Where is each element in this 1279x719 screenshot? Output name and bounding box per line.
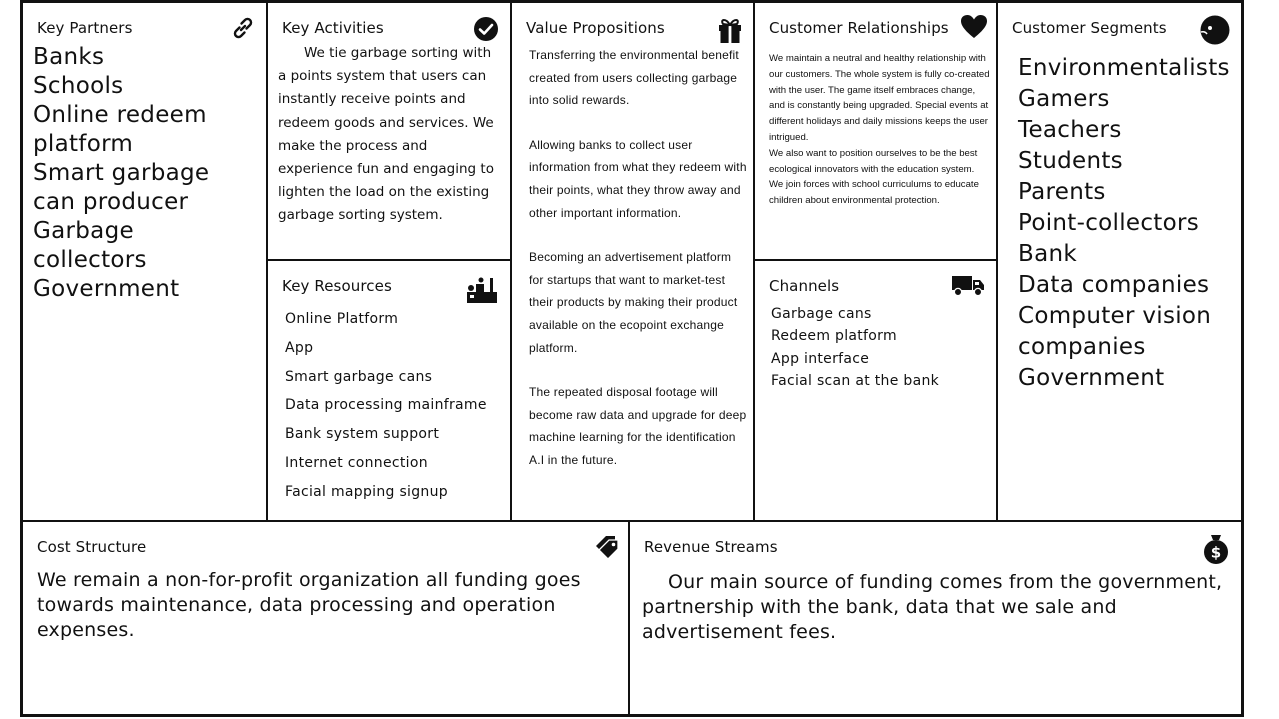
value-proposition-paragraph: Becoming an advertisement platform for startups that want to market-test their products by making their product available on the ecopoint exchange platform.: [529, 250, 738, 355]
customer-relationships-title: Customer Relationships: [769, 19, 949, 37]
list-item: Government: [33, 276, 180, 302]
cost-structure-section: [23, 520, 630, 717]
key-partners-title: Key Partners: [37, 19, 133, 37]
customer-relationships-paragraph: We maintain a neutral and healthy relationship with our customers. The whole system is fully co-created with the user. The game itself embraces change, and is constantly being upgraded. Special events at different holidays and daily missions keeps the user intrigued.: [769, 53, 990, 143]
list-item: Government: [1018, 365, 1165, 391]
customer-segments-section: [998, 3, 1241, 520]
cost-structure-title: Cost Structure: [37, 538, 147, 556]
list-item: App interface: [771, 350, 870, 367]
channels-section: [755, 261, 998, 520]
list-item: Smart garbage cans: [285, 368, 433, 385]
value-propositions-text: [529, 44, 747, 494]
value-proposition-paragraph: The repeated disposal footage will become raw data and upgrade for deep machine learning for the identification A.I in the future.: [529, 385, 747, 467]
value-proposition-paragraph: Transferring the environmental benefit created from users collecting garbage into solid rewards.: [529, 48, 739, 108]
value-proposition-paragraph: Allowing banks to collect user information from what they redeem with their points, what they throw away and other important information.: [529, 137, 747, 220]
customer-relationships-text: [769, 51, 991, 209]
value-propositions-section: [512, 3, 755, 520]
customer-relationships-paragraph: We also want to position ourselves to be the best ecological innovators with the education system. We join forces with school curriculums to educate children about environmental protection.: [769, 147, 979, 207]
factory-icon: [466, 275, 498, 305]
tag-icon: [593, 533, 621, 561]
list-item: App: [285, 339, 314, 356]
key-partners-list: [33, 43, 209, 304]
list-item: Redeem platform: [771, 328, 897, 345]
list-item: Students: [1018, 148, 1123, 174]
money-bag-icon: [1202, 533, 1230, 565]
cost-structure-text: We remain a non-for-profit organization all funding goes towards maintenance, data processing and operation expenses.: [37, 569, 581, 641]
list-item: Schools: [33, 73, 124, 99]
list-item: Computer vision: [1018, 303, 1212, 329]
key-partners-section: [23, 3, 268, 520]
list-item: Bank: [1018, 241, 1077, 267]
list-item: platform: [33, 131, 134, 157]
key-resources-section: [268, 261, 512, 520]
heart-icon: [960, 14, 988, 40]
gift-icon: [717, 16, 743, 44]
list-item: Environmentalists: [1018, 55, 1230, 81]
list-item: companies: [1018, 334, 1146, 360]
list-item: Banks: [33, 44, 105, 70]
customer-relationships-section: [755, 3, 998, 261]
key-resources-list: [285, 305, 487, 507]
list-item: Online Platform: [285, 311, 399, 327]
revenue-streams-text: Our main source of funding comes from the government, partnership with the bank, data that we sale and advertisement fees.: [642, 571, 1223, 643]
channels-title: Channels: [769, 277, 840, 295]
face-icon: [1199, 14, 1231, 46]
list-item: Point-collectors: [1018, 210, 1200, 236]
list-item: Garbage cans: [771, 306, 872, 322]
customer-segments-title: Customer Segments: [1012, 19, 1167, 37]
value-propositions-title: Value Propositions: [526, 19, 665, 37]
list-item: Garbage: [33, 218, 134, 244]
channels-list: [771, 303, 939, 393]
key-activities-text: We tie garbage sorting with a points system that users can instantly receive points and redeem goods and services. We make the process and experience fun and engaging to lighten the load on the existing garbage sorting system.: [278, 45, 494, 224]
list-item: Data companies: [1018, 272, 1210, 298]
revenue-streams-section: [630, 520, 1241, 717]
list-item: Teachers: [1018, 117, 1122, 143]
list-item: Online redeem: [33, 102, 207, 128]
truck-icon: [951, 275, 985, 297]
list-item: Smart garbage: [33, 160, 210, 186]
key-activities-section: [268, 3, 512, 261]
list-item: Parents: [1018, 179, 1106, 205]
list-item: Data processing mainframe: [285, 397, 487, 414]
revenue-streams-title: Revenue Streams: [644, 538, 778, 556]
link-icon: [230, 15, 256, 41]
key-resources-title: Key Resources: [282, 277, 392, 295]
checkmark-icon: [473, 16, 499, 42]
list-item: Bank system support: [285, 426, 440, 443]
list-item: Facial mapping signup: [285, 483, 448, 500]
list-item: Internet connection: [285, 454, 428, 471]
list-item: can producer: [33, 189, 189, 215]
business-model-canvas: [20, 0, 1244, 717]
key-activities-title: Key Activities: [282, 19, 384, 37]
customer-segments-list: [1018, 53, 1230, 394]
list-item: Gamers: [1018, 86, 1110, 112]
list-item: Facial scan at the bank: [771, 373, 940, 390]
list-item: collectors: [33, 247, 147, 273]
svg-text:$: $: [1210, 543, 1222, 562]
